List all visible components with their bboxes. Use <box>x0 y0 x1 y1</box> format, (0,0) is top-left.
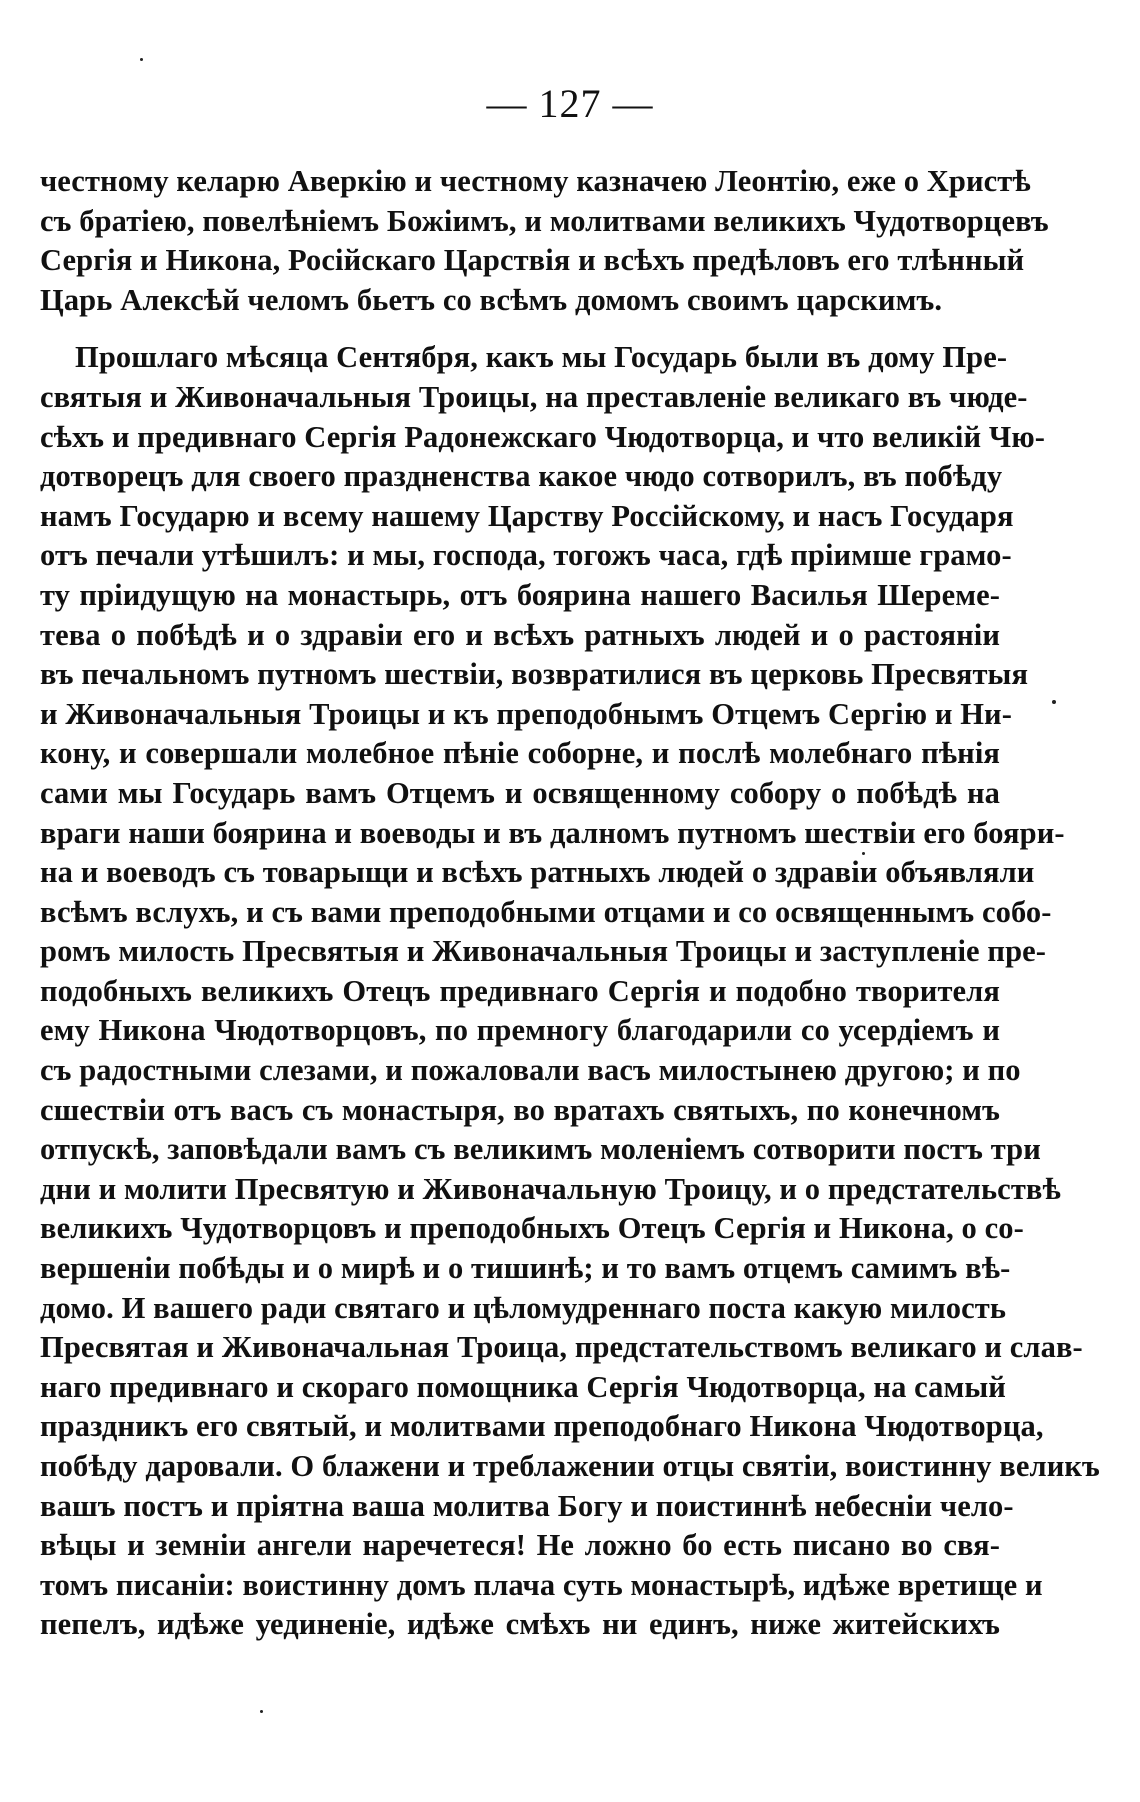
text-line: ему Никона Чюдотворцовъ, по премногу благодарили со усердіемъ и <box>40 1013 1000 1048</box>
text-line: побѣду даровали. О блажени и треблажении отцы святіи, воистинну великъ <box>40 1449 1100 1483</box>
text-line: отъ печали утѣшилъ: и мы, господа, тогожъ часа, гдѣ пріимше грамо- <box>40 538 1012 573</box>
text-line: томъ писаніи: воистинну домъ плача суть монастырѣ, идѣже вретище и <box>40 1567 1043 1602</box>
paragraph-2 <box>40 338 1100 1645</box>
text-line: кону, и совершали молебное пѣніе соборне, и послѣ молебнаго пѣнія <box>40 736 1000 771</box>
text-line: въ печальномъ путномъ шествіи, возвратилися въ церковь Пресвятыя <box>40 657 1029 692</box>
text-line: всѣмъ вслухъ, и съ вами преподобными отцами и со освященнымъ собо- <box>40 894 1052 929</box>
text-line: святыя и Живоначальныя Троицы, на преставленіе великаго въ чюде- <box>40 379 1028 414</box>
scan-speck <box>862 852 865 855</box>
text-line: праздникъ его святый, и молитвами преподобнаго Никона Чюдотворца, <box>40 1409 1044 1444</box>
text-line: вѣцы и земніи ангели наречетеся! Не ложно бо есть писано во свя- <box>40 1528 1000 1563</box>
text-line: вашъ постъ и пріятна ваша молитва Богу и поистиннѣ небесніи чело- <box>40 1488 1014 1523</box>
text-line: Пресвятая и Живоначальная Троица, предстательствомъ великаго и слав- <box>40 1330 1083 1365</box>
text-line: Царь Алексѣй челомъ бьетъ со всѣмъ домомъ своимъ царскимъ. <box>40 282 943 317</box>
scan-speck <box>260 1710 263 1713</box>
text-line: великихъ Чудотворцовъ и преподобныхъ Отецъ Сергія и Никона, о со- <box>40 1211 1024 1246</box>
text-line: сшествіи отъ васъ съ монастыря, во вратахъ святыхъ, по конечномъ <box>40 1092 1000 1127</box>
text-line: пепелъ, идѣже уединеніе, идѣже смѣхъ ни единъ, ниже житейскихъ <box>40 1607 1000 1642</box>
text-line: сами мы Государь вамъ Отцемъ и освященному собору о побѣдѣ на <box>40 775 1000 810</box>
text-line: ту пріидущую на монастырь, отъ боярина нашего Василья Шереме- <box>40 577 1000 612</box>
scan-speck <box>1052 700 1056 704</box>
text-line: честному келарю Аверкію и честному казначею Леонтію, еже о Христѣ <box>40 164 1031 198</box>
text-line: сѣхъ и предивнаго Сергія Радонежскаго Чюдотворца, и что великій Чю- <box>40 419 1046 454</box>
text-line: съ братіею, повелѣніемъ Божіимъ, и молитвами великихъ Чудотворцевъ <box>40 203 1049 238</box>
text-line: Сергія и Никона, Російскаго Царствія и всѣхъ предѣловъ его тлѣнный <box>40 243 1025 278</box>
text-line: вершеніи побѣды и о мирѣ и о тишинѣ; и то вамъ отцемъ самимъ вѣ- <box>40 1251 1011 1286</box>
text-line: домо. И вашего ради святаго и цѣломудреннаго поста какую милость <box>40 1290 1007 1325</box>
text-line: дни и молити Пресвятую и Живоначальную Троицу, и о предстательствѣ <box>40 1171 1061 1206</box>
text-line: дотворецъ для своего праздненства какое чюдо сотворилъ, въ побѣду <box>40 459 1003 494</box>
text-line: Прошлаго мѣсяца Сентября, какъ мы Государь были въ дому Пре- <box>75 340 1008 375</box>
text-line: подобныхъ великихъ Отецъ предивнаго Сергія и подобно творителя <box>40 973 1000 1008</box>
scan-speck <box>140 58 143 61</box>
body-text <box>40 162 1100 1645</box>
text-line: отпускѣ, заповѣдали вамъ съ великимъ моленіемъ сотворити постъ три <box>40 1132 1041 1167</box>
text-line: наго предивнаго и скораго помощника Сергія Чюдотворца, на самый <box>40 1369 1006 1404</box>
page-number: — 127 — <box>486 81 654 126</box>
text-line: на и воеводъ съ товарыщи и всѣхъ ратныхъ людей о здравіи объявляли <box>40 855 1035 890</box>
text-line: ромъ милость Пресвятыя и Живоначальныя Троицы и заступленіе пре- <box>40 934 1047 969</box>
paragraph-1 <box>40 162 1049 320</box>
text-line: враги наши боярина и воеводы и въ далномъ путномъ шествіи его бояри- <box>40 815 1065 850</box>
text-line: съ радостными слезами, и пожаловали васъ милостынею другою; и по <box>40 1053 1021 1088</box>
text-line: намъ Государю и всему нашему Царству Россійскому, и насъ Государя <box>40 498 1014 533</box>
text-line: тева о побѣдѣ и о здравіи его и всѣхъ ратныхъ людей и о растояніи <box>40 617 1000 652</box>
text-line: и Живоначальныя Троицы и къ преподобнымъ Отцемъ Сергію и Ни- <box>40 696 1012 731</box>
